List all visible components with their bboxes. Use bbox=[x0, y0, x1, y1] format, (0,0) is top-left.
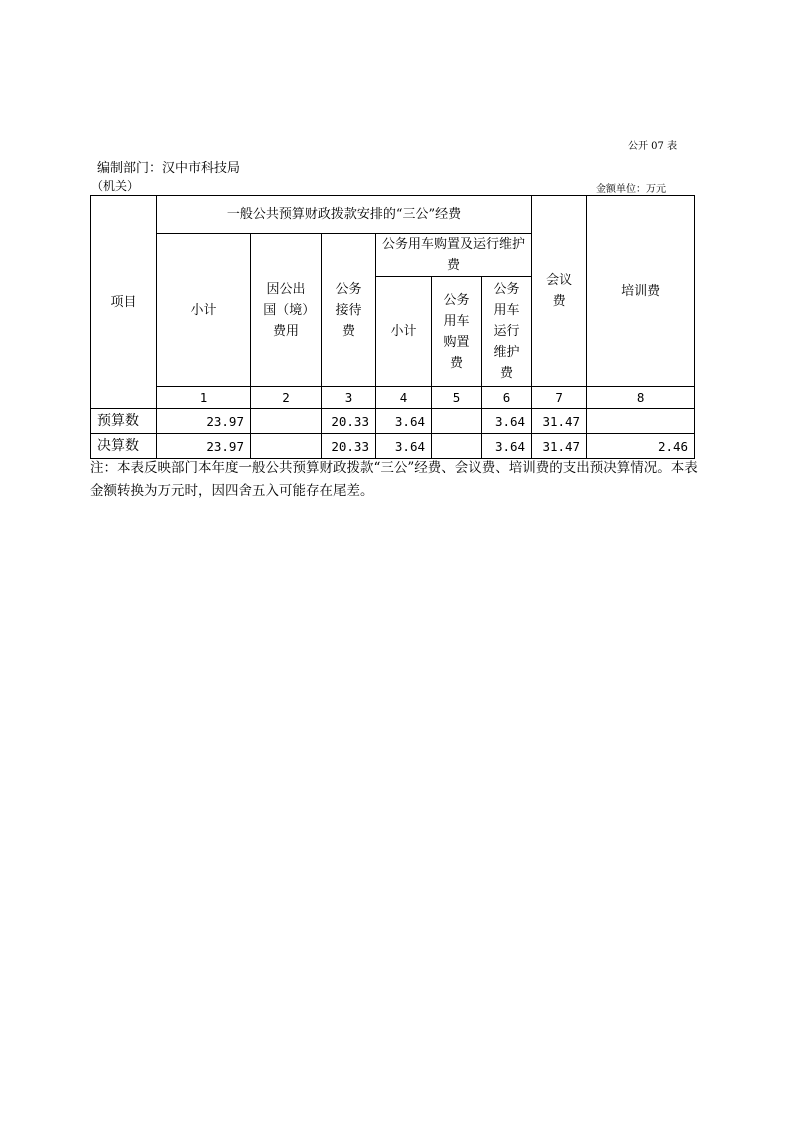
header-vehicle-operation-text: 公务用车运行维护费 bbox=[493, 282, 520, 381]
index-cell: 4 bbox=[376, 387, 432, 409]
header-reception bbox=[322, 234, 376, 387]
header-subtotal: 小计 bbox=[157, 234, 251, 387]
value-cell: 3.64 bbox=[376, 434, 432, 459]
value-cell bbox=[587, 409, 695, 434]
header-vehicle-operation bbox=[482, 277, 532, 387]
value-cell: 2.46 bbox=[587, 434, 695, 459]
department-label: 编制部门：汉中市科技局 bbox=[97, 161, 241, 176]
row-label: 预算数 bbox=[91, 409, 157, 434]
header-group-title: 一般公共预算财政拨款安排的“三公”经费 bbox=[157, 196, 532, 234]
footnote: 注：本表反映部门本年度一般公共预算财政拨款“三公”经费、会议费、培训费的支出预决算情况。本表金额转换为万元时，因四舍五入可能存在尾差。 bbox=[90, 460, 698, 499]
value-cell: 3.64 bbox=[376, 409, 432, 434]
table-row-final bbox=[91, 434, 695, 459]
value-cell: 3.64 bbox=[482, 409, 532, 434]
three-public-expenses-table bbox=[90, 195, 695, 459]
value-cell: 31.47 bbox=[532, 409, 587, 434]
header-abroad bbox=[251, 234, 322, 387]
value-cell: 31.47 bbox=[532, 434, 587, 459]
value-cell: 23.97 bbox=[157, 409, 251, 434]
unit-label: 金额单位：万元 bbox=[596, 184, 666, 195]
form-number: 公开 07 表 bbox=[628, 141, 678, 152]
index-cell: 1 bbox=[157, 387, 251, 409]
department-sub-label: （机关） bbox=[91, 179, 140, 193]
value-cell: 20.33 bbox=[322, 434, 376, 459]
header-vehicle-subtotal: 小计 bbox=[376, 277, 432, 387]
header-item: 项目 bbox=[91, 196, 157, 409]
header-abroad-text: 因公出国（境）费用 bbox=[263, 281, 309, 339]
value-cell bbox=[432, 409, 482, 434]
table-row-budget bbox=[91, 409, 695, 434]
index-cell: 5 bbox=[432, 387, 482, 409]
value-cell: 3.64 bbox=[482, 434, 532, 459]
header-meeting bbox=[532, 196, 587, 387]
value-cell bbox=[251, 409, 322, 434]
header-vehicle-purchase-text: 公务用车购置费 bbox=[443, 292, 470, 371]
header-vehicle-group-text: 公务用车购置及运行维护费 bbox=[382, 237, 526, 273]
row-label: 决算数 bbox=[91, 434, 157, 459]
value-cell bbox=[432, 434, 482, 459]
index-cell: 8 bbox=[587, 387, 695, 409]
header-vehicle-group bbox=[376, 234, 532, 277]
index-cell: 2 bbox=[251, 387, 322, 409]
index-cell: 3 bbox=[322, 387, 376, 409]
header-vehicle-purchase bbox=[432, 277, 482, 387]
index-cell: 7 bbox=[532, 387, 587, 409]
index-cell: 6 bbox=[482, 387, 532, 409]
header-reception-text: 公务接待费 bbox=[335, 281, 362, 339]
header-training: 培训费 bbox=[587, 196, 695, 387]
header-meeting-text: 会议费 bbox=[546, 273, 573, 309]
value-cell: 23.97 bbox=[157, 434, 251, 459]
value-cell: 20.33 bbox=[322, 409, 376, 434]
value-cell bbox=[251, 434, 322, 459]
